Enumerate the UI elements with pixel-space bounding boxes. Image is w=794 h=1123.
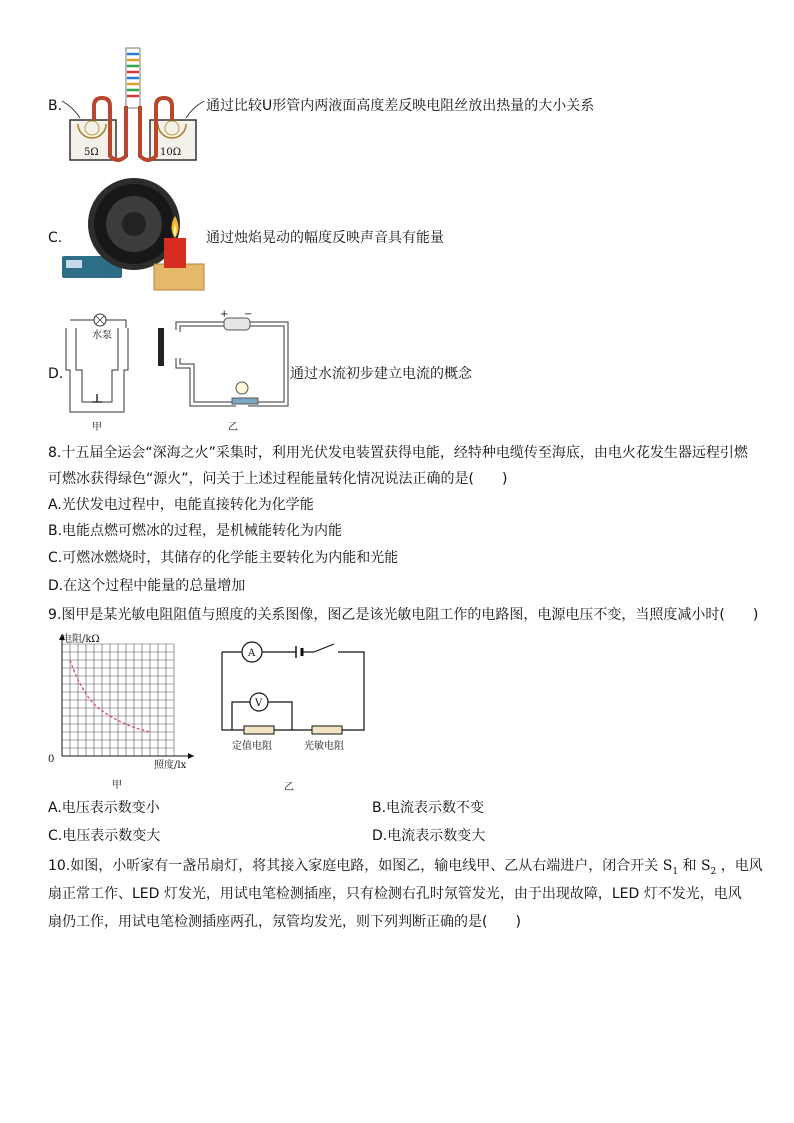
option-d-text: 通过水流初步建立电流的概念 (290, 366, 472, 382)
q10-line3: 扇仍工作，用试电笔检测插座两孔，氖管均发光，则下列判断正确的是( ) (48, 914, 521, 930)
photoresistor-label: 光敏电阻 (304, 741, 344, 752)
q8-option-a: A.光伏发电过程中，电能直接转化为化学能 (48, 497, 314, 513)
circuit-caption: 乙 (284, 782, 294, 793)
fig-yi-label: 乙 (228, 422, 238, 433)
q8-stem-line1: 8.十五届全运会“深海之火”采集时，利用光伏发电装置获得电能，经特种电缆传至海底，由电火花发生器远程引燃 (48, 445, 748, 461)
q9-option-b: B.电流表示数不变 (372, 800, 485, 816)
pump-label: 水泵 (92, 330, 112, 341)
voltmeter-label: V (255, 698, 263, 709)
option-b-label: B. (48, 98, 63, 114)
water-circuit-figure (60, 310, 294, 434)
q10-and: 和 (682, 858, 697, 874)
resistor-10-label: 10Ω (160, 147, 182, 158)
fig-jia-label: 甲 (92, 422, 102, 433)
resistor-5-label: 5Ω (84, 147, 99, 158)
switch-s1-subscript: 1 (672, 866, 679, 877)
option-c-text: 通过烛焰晃动的幅度反映声音具有能量 (206, 230, 444, 246)
q9-option-a: A.电压表示数变小 (48, 800, 160, 816)
u-tube-apparatus-figure (60, 46, 206, 164)
switch-s2-subscript: 2 (710, 866, 717, 877)
graph-x-label: 照度/lx (154, 760, 187, 771)
q8-option-d: D.在这个过程中能量的总量增加 (48, 578, 246, 594)
q10-line2: 扇正常工作、LED 灯发光，用试电笔检测插座，只有检测右孔时氖管发光，由于出现故障，LED 灯不发光，电风 (48, 886, 742, 902)
q9-option-c: C.电压表示数变大 (48, 828, 161, 844)
speaker-candle-figure (62, 176, 206, 294)
photoresistor-circuit (214, 636, 372, 794)
resistance-illuminance-graph (44, 630, 202, 794)
battery-minus-label: − (244, 310, 253, 320)
q10-line1-text-a: 10.如图，小昕家有一盏吊扇灯，将其接入家庭电路，如图乙，输电线甲、乙从右端进户，闭合开关 (48, 858, 659, 874)
battery-plus-label: + (220, 310, 229, 320)
q8-stem-line2: 可燃冰获得绿色“源火”，问关于上述过程能量转化情况说法正确的是( ) (48, 471, 508, 487)
q9-stem: 9.图甲是某光敏电阻阻值与照度的关系图像，图乙是该光敏电阻工作的电路图，电源电压不变，当照度减小时( ) (48, 607, 759, 623)
graph-origin-label: 0 (48, 754, 55, 765)
ammeter-label: A (248, 648, 256, 659)
switch-s2-symbol: S (700, 858, 711, 874)
option-b-text: 通过比较U形管内两液面高度差反映电阻丝放出热量的大小关系 (206, 98, 595, 114)
fixed-resistor-label: 定值电阻 (232, 741, 272, 752)
switch-s1-symbol: S (662, 858, 673, 874)
option-c-label: C. (48, 230, 63, 246)
q8-option-c: C.可燃冰燃烧时，其储存的化学能主要转化为内能和光能 (48, 550, 399, 566)
q10-line1 (48, 856, 763, 882)
graph-y-label: 电阻/kΩ (62, 634, 100, 645)
option-d-label: D. (48, 366, 64, 382)
q8-option-b: B.电能点燃可燃冰的过程，是机械能转化为内能 (48, 523, 343, 539)
q9-option-d: D.电流表示数变大 (372, 828, 486, 844)
graph-caption: 甲 (112, 780, 122, 791)
q10-line1-text-b: ，电风 (720, 858, 763, 874)
